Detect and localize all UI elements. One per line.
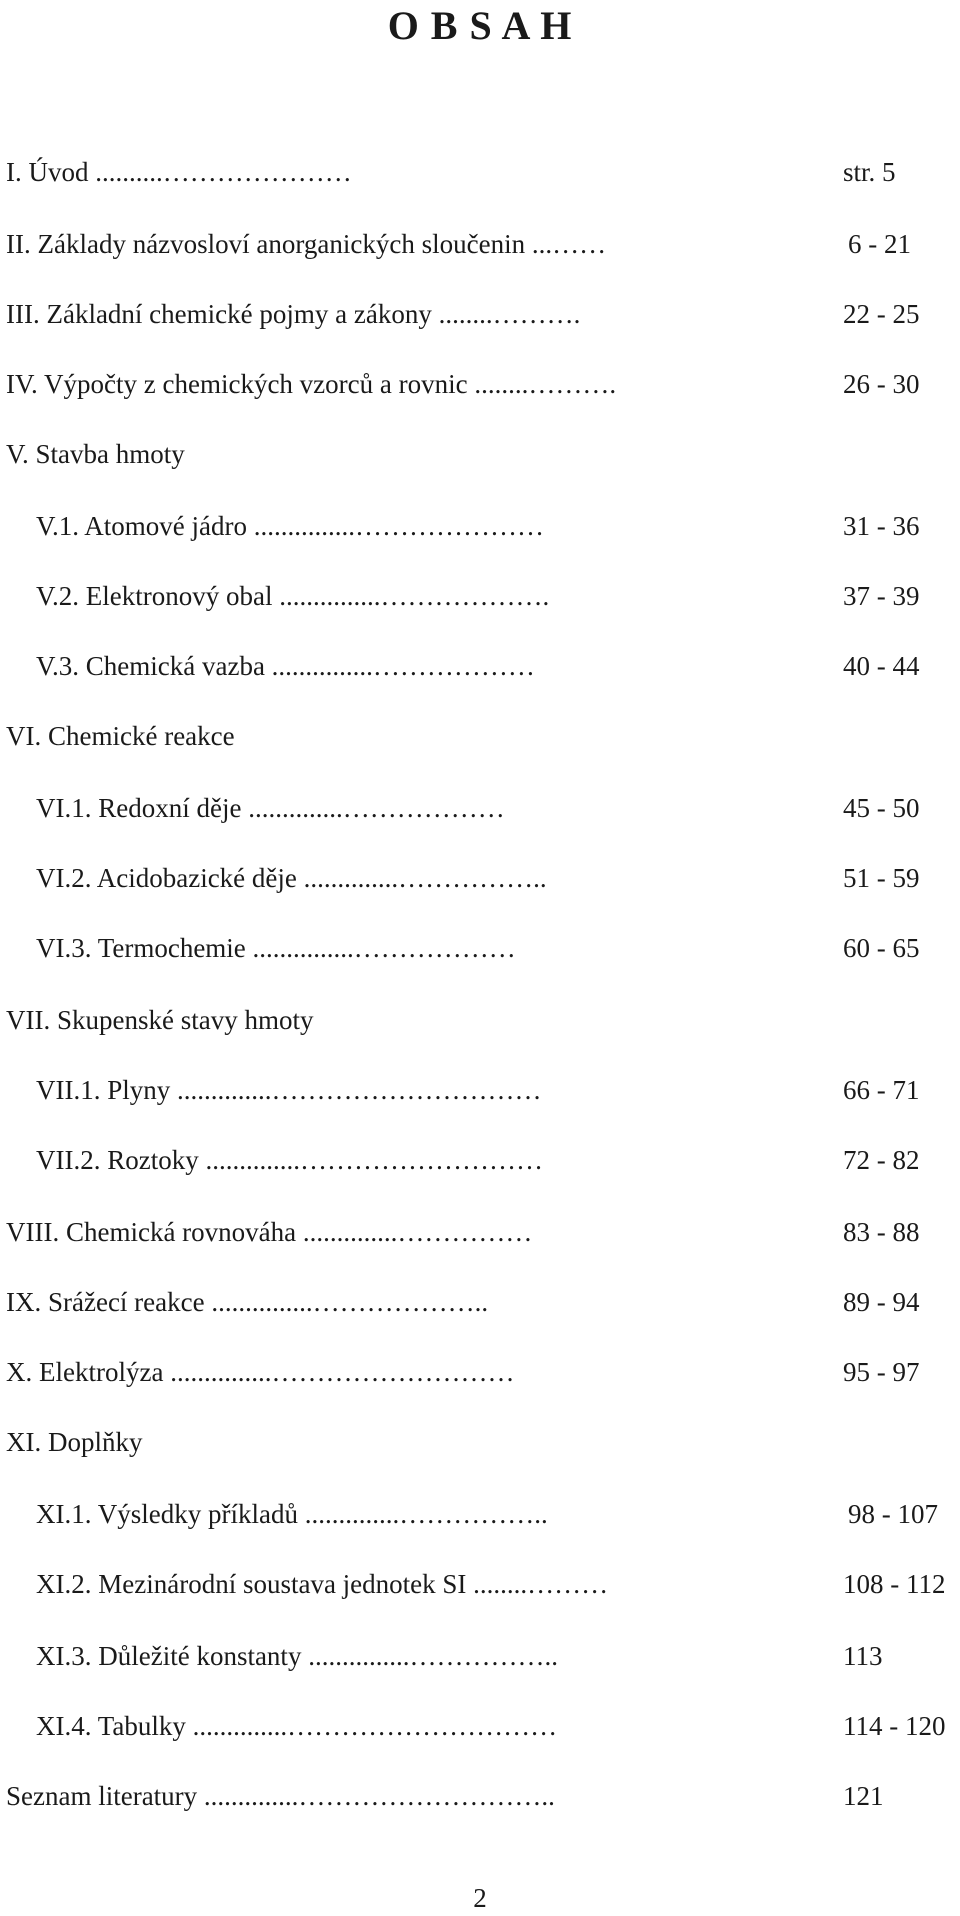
toc-entry [0,576,960,616]
toc-entry [0,858,960,898]
toc-entry [0,364,960,404]
toc-entry [0,1636,960,1676]
toc-entry [0,1140,960,1180]
toc-entry-page: 66 - 71 [843,1075,920,1105]
toc-entry [0,646,960,686]
toc-entry [0,1422,960,1462]
page-number: 2 [473,1883,487,1913]
toc-entry-title: V. Stavba hmoty [6,439,185,469]
toc-entry-title: VII.2. Roztoky ..............……………………… [36,1145,543,1175]
page-title: O B S A H [387,3,573,48]
toc-entry-page: 114 - 120 [843,1711,946,1741]
toc-entry-page: 51 - 59 [843,863,920,893]
toc-entry-title: VI.3. Termochemie ...............……………… [36,933,516,963]
toc-entry-page: 83 - 88 [843,1217,920,1247]
toc-entry-page: 40 - 44 [843,651,920,681]
toc-entry-page: 26 - 30 [843,369,920,399]
toc-entry-title: VI.2. Acidobazické děje ..............…………….. [36,863,547,893]
toc-entry-title: VI. Chemické reakce [6,721,235,751]
toc-entry-title: V.2. Elektronový obal ...............………………. [36,581,550,611]
toc-entry [0,1564,960,1604]
toc-entry-page: str. 5 [843,157,896,187]
toc-entry [0,1212,960,1252]
toc-entry-title: XI. Doplňky [6,1427,143,1457]
toc-entry-title: XI.3. Důležité konstanty ...............…………….. [36,1641,558,1671]
toc-entry [0,152,960,192]
toc-entry-title: V.1. Atomové jádro ...............………………… [36,511,544,541]
toc-entry-title: II. Základy názvosloví anorganických sloučenin ...…… [6,229,607,259]
toc-entry [0,294,960,334]
toc-entry [0,716,960,756]
toc-entry-page: 113 [843,1641,883,1671]
toc-entry-title: VI.1. Redoxní děje ..............……………… [36,793,505,823]
toc-entry [0,928,960,968]
toc-entry [0,224,960,264]
toc-entry [0,1070,960,1110]
toc-entry-title: I. Úvod ..........………………… [6,157,352,187]
toc-entry [0,1776,960,1816]
toc-entry-title: IV. Výpočty z chemických vzorců a rovnic ........………. [6,369,617,399]
toc-entry-title: VII. Skupenské stavy hmoty [6,1005,314,1035]
toc-entry [0,1282,960,1322]
toc-entry-page: 31 - 36 [843,511,920,541]
toc-entry [0,1706,960,1746]
toc-entry-page: 45 - 50 [843,793,920,823]
toc-entry [0,506,960,546]
toc-entry-title: V.3. Chemická vazba ...............……………… [36,651,535,681]
toc-entry-title: VIII. Chemická rovnováha ..............…………… [6,1217,533,1247]
toc-entry-page: 108 - 112 [843,1569,946,1599]
toc-entry [0,434,960,474]
toc-entry [0,1000,960,1040]
toc-entry-title: XI.2. Mezinárodní soustava jednotek SI ........……… [36,1569,609,1599]
toc-entry-page: 98 - 107 [848,1499,938,1529]
toc-entry [0,1352,960,1392]
toc-entry-page: 37 - 39 [843,581,920,611]
toc-entry-title: X. Elektrolýza ...............……………………… [6,1357,515,1387]
toc-entry-title: IX. Srážecí reakce ...............……………….. [6,1287,489,1317]
toc-entry-title: XI.1. Výsledky příkladů ..............…………….. [36,1499,548,1529]
toc-entry [0,1494,960,1534]
toc-entry-page: 95 - 97 [843,1357,920,1387]
toc-entry-page: 89 - 94 [843,1287,920,1317]
toc-entry-page: 6 - 21 [848,229,911,259]
toc-entry [0,788,960,828]
toc-entry-title: III. Základní chemické pojmy a zákony ........………. [6,299,581,329]
toc-entry-page: 60 - 65 [843,933,920,963]
toc-entry-page: 121 [843,1781,884,1811]
toc-entry-page: 22 - 25 [843,299,920,329]
toc-entry-title: XI.4. Tabulky ..............………………………… [36,1711,558,1741]
toc-entry-title: VII.1. Plyny ..............………………………… [36,1075,542,1105]
toc-entry-page: 72 - 82 [843,1145,920,1175]
toc-entry-title: Seznam literatury ..............……………………….. [6,1781,555,1811]
